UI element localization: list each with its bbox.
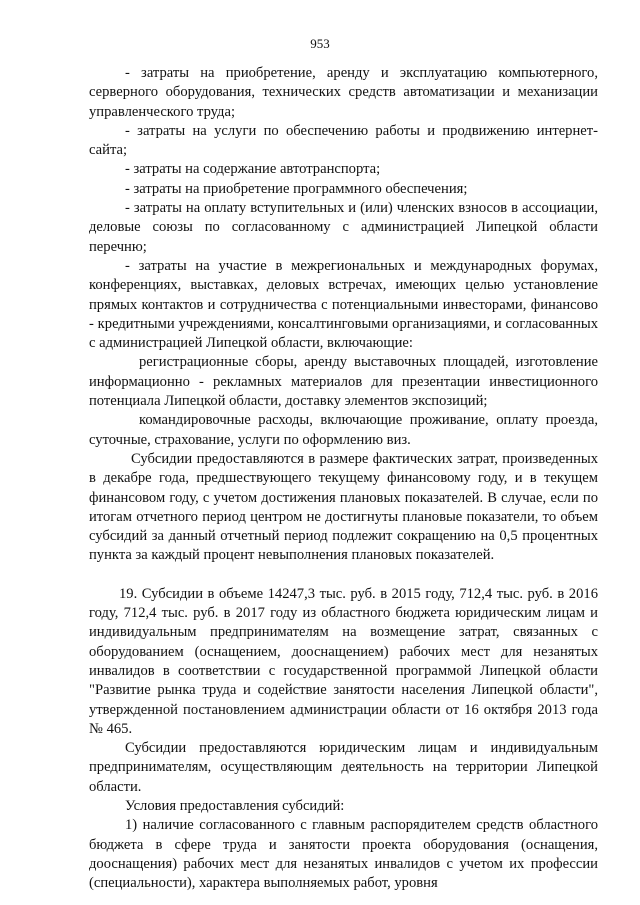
page-number: 953: [310, 36, 330, 51]
paragraph-travel-expenses: командировочные расходы, включающие проживание, оплату проезда, суточные, страхование, услуги по оформлению виз.: [89, 412, 598, 448]
paragraph-registration-fees: регистрационные сборы, аренду выставочных площадей, изготовление информационно - рекламных материалов для презентации инвестиционного потенциала Липецкой области, доставку элементов экспозиций;: [89, 354, 598, 410]
paragraph-subsidy-recipients: Субсидии предоставляются юридическим лицам и индивидуальным предпринимателям, осуществляющим деятельность на территории Липецкой области.: [89, 740, 598, 795]
document-body: [89, 64, 598, 893]
paragraph-bullet-membership-fees: - затраты на оплату вступительных и (или) членских взносов в ассоциации, деловые союзы по согласованному с администрацией Липецкой области перечню;: [89, 200, 598, 255]
paragraph-condition-1: 1) наличие согласованного с главным распорядителем средств областного бюджета в сфере труда и занятости проекта оборудования (оснащения, дооснащения) рабочих мест для незанятых инвалидов с учетом их профессии (специальности), характера выполняемых работ, уровня: [89, 817, 598, 892]
paragraph-bullet-computer-equipment: - затраты на приобретение, аренду и эксплуатацию компьютерного, серверного оборудования, технических средств автоматизации и механизации управленческого труда;: [89, 65, 598, 120]
paragraph-subsidy-amount: Субсидии предоставляются в размере фактических затрат, произведенных в декабре года, предшествующего текущему финансовому году, и в текущем финансовом году, с учетом достижения плановых показателей. В случае, если по итогам отчетного период центром не достигнуты плановые показатели, то объем субсидий за данный отчетный период подлежит сокращению на 0,5 процентных пункта за каждый процент невыполнения плановых показателей.: [89, 450, 598, 564]
paragraph-section-19: 19. Субсидии в объеме 14247,3 тыс. руб. в 2015 году, 712,4 тыс. руб. в 2016 году, 712,4 тыс. руб. в 2017 году из областного бюджета юридическим лицам и индивидуальным предпринимателям на возмещение затрат, связанных с оборудованием (оснащением, дооснащением) рабочих мест для незанятых инвалидов в соответствии с государственной программой Липецкой области "Развитие рынка труда и содействие занятости населения Липецкой области", утвержденной постановлением администрации области от 16 октября 2013 года № 465.: [89, 585, 598, 737]
paragraph-bullet-transport: - затраты на содержание автотранспорта;: [125, 161, 381, 178]
paragraph-bullet-software: - затраты на приобретение программного обеспечения;: [125, 180, 468, 197]
paragraph-conditions-heading: Условия предоставления субсидий:: [125, 797, 345, 814]
paragraph-bullet-website: - затраты на услуги по обеспечению работы и продвижению интернет-сайта;: [89, 122, 598, 159]
paragraph-bullet-forums: - затраты на участие в межрегиональных и международных форумах, конференциях, выставках, деловых встречах, имеющих целью установление прямых контактов и сотрудничества с потенциальными инвесторами, финансово - кредитными учреждениями, консалтинговыми организациями, и согласованных с администрацией Липецкой области, включающие:: [89, 257, 598, 352]
paragraph-gap: [89, 566, 598, 585]
